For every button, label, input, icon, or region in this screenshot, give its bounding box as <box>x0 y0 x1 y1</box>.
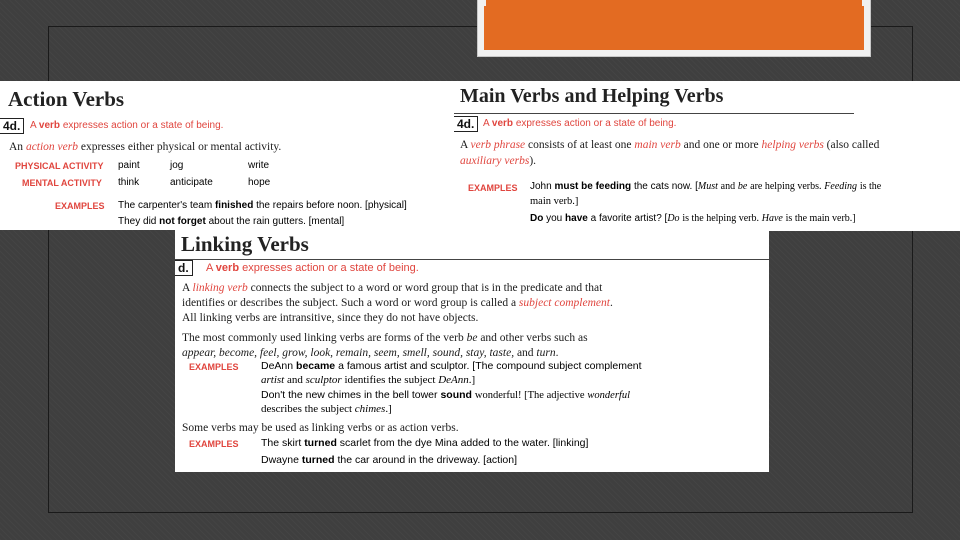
mental-label: MENTAL ACTIVITY <box>22 178 102 188</box>
rule-rest: expresses action or a state of being. <box>242 262 419 274</box>
rule-rest: expresses action or a state of being. <box>515 118 677 129</box>
mental-word-3: hope <box>248 177 271 188</box>
mental-word-2: anticipate <box>170 177 213 188</box>
main-examples-label: EXAMPLES <box>468 183 518 193</box>
def-text: A <box>460 139 468 151</box>
linking-example-3 <box>261 437 588 449</box>
p-text: and other verbs such as <box>480 332 588 344</box>
p-term: linking verb <box>192 282 248 294</box>
physical-label: PHYSICAL ACTIVITY <box>15 161 104 171</box>
ex-italic: Have <box>761 213 783 224</box>
ex-verb: must be feeding <box>554 181 632 192</box>
ex-text: identifies the subject <box>344 374 436 386</box>
linking-example-1-cont <box>261 374 475 386</box>
action-example-2 <box>118 216 344 227</box>
ex-italic: Must <box>697 181 718 192</box>
ex-verb: turned <box>301 454 335 466</box>
p-text: connects the subject to a word or word group that is in the predicate and that <box>250 282 603 294</box>
p-italic: appear, become, feel, grow, look, remain, seem, smell, sound, stay, taste, <box>182 347 515 359</box>
action-title: Action Verbs <box>8 87 125 111</box>
ex-verb: not forget <box>159 216 206 227</box>
def-term: auxiliary verbs <box>460 155 530 167</box>
main-rule <box>483 118 676 129</box>
ex-text: about the rain gutters. [mental] <box>208 216 345 227</box>
main-verbs-panel <box>454 81 960 231</box>
ex-text: The carpenter's team <box>118 200 213 211</box>
def-term: verb phrase <box>470 139 526 151</box>
p-text: . <box>609 297 613 309</box>
p-text: A <box>182 282 190 294</box>
def-text: consists of at least one <box>528 139 632 151</box>
title-divider <box>454 113 854 114</box>
ex-text: scarlet from the dye Mina added to the water. [linking] <box>339 437 589 449</box>
ex-text: John <box>530 181 552 192</box>
p-text: identifies or describes the subject. Such a word or word group is called a <box>182 297 517 309</box>
def-rest: expresses either physical or mental activity. <box>80 141 282 153</box>
action-example-1 <box>118 200 407 211</box>
ex-verb: finished <box>214 200 254 211</box>
linking-rule <box>206 262 419 274</box>
main-example-1 <box>530 181 881 192</box>
linking-example-1 <box>261 360 642 372</box>
ex-text: They did <box>118 216 157 227</box>
ex-italic: sculptor <box>305 374 342 386</box>
ex-text: describes the subject <box>261 403 353 415</box>
ex-text: .] <box>385 403 392 415</box>
linking-p2-line-1 <box>182 332 588 344</box>
ex-text: a favorite artist? [ <box>590 213 668 224</box>
rule-term: verb <box>38 120 61 131</box>
physical-word-3: write <box>248 160 270 171</box>
ex-italic: artist <box>261 374 285 386</box>
main-definition-line-1 <box>460 139 879 151</box>
ex-text: and <box>286 374 303 386</box>
p-text: The most commonly used linking verbs are forms of the verb <box>182 332 464 344</box>
p-text: and <box>516 347 534 359</box>
ex-verb: Do <box>530 213 544 224</box>
linking-p2-line-2 <box>182 347 558 359</box>
def-term: action verb <box>25 141 78 153</box>
title-divider <box>175 259 769 260</box>
ex-verb: sound <box>440 389 472 401</box>
ex-verb: turned <box>304 437 337 449</box>
ex-text: are helping verbs. <box>750 181 822 192</box>
physical-word-2: jog <box>170 160 184 171</box>
ex-text: the repairs before noon. [physical] <box>256 200 407 211</box>
action-rule <box>30 120 223 131</box>
ex-italic: DeAnn <box>438 374 469 386</box>
p-italic: turn <box>536 347 556 359</box>
rule-term: verb <box>491 118 514 129</box>
ex-verb: have <box>565 213 588 224</box>
ex-text: Dwayne <box>261 454 299 466</box>
linking-code: d. <box>175 260 193 276</box>
ex-italic: Do <box>667 213 680 224</box>
ex-text: the cats now. [ <box>633 181 698 192</box>
rule-term: verb <box>215 262 240 274</box>
main-code: 4d. <box>454 116 478 132</box>
action-verbs-panel <box>0 81 456 230</box>
action-examples-label: EXAMPLES <box>55 201 105 211</box>
main-definition-line-2 <box>460 155 536 167</box>
ex-italic: Feeding <box>824 181 858 192</box>
linking-p3: Some verbs may be used as linking verbs or as action verbs. <box>182 422 459 434</box>
orange-title-box <box>478 0 870 56</box>
ex-text: you <box>546 213 563 224</box>
linking-examples2-label: EXAMPLES <box>189 439 239 449</box>
ex-text: wonderful! [The adjective <box>474 390 585 401</box>
ex-text: The skirt <box>261 437 302 449</box>
main-example-1-cont: main verb.] <box>530 196 579 207</box>
def-text: and one or more <box>683 139 759 151</box>
def-prefix: An <box>9 141 24 153</box>
ex-italic: be <box>737 181 748 192</box>
main-title: Main Verbs and Helping Verbs <box>460 85 724 107</box>
ex-text: the car around in the driveway. [action] <box>337 454 518 466</box>
ex-text: .] <box>468 374 476 386</box>
rule-prefix: A <box>483 118 490 129</box>
ex-verb: became <box>296 360 336 372</box>
linking-p1-line-2 <box>182 297 613 309</box>
physical-word-1: paint <box>118 160 140 171</box>
ex-text: is the <box>859 181 882 192</box>
def-term: main verb <box>634 139 681 151</box>
ex-text: a famous artist and sculptor. [The compound subject complement <box>338 360 642 372</box>
p-italic: be <box>466 332 478 344</box>
linking-example-2 <box>261 389 630 401</box>
def-text: ). <box>529 155 537 167</box>
ex-italic: wonderful <box>587 390 630 401</box>
ex-text: and <box>720 181 736 192</box>
linking-verbs-panel <box>175 229 769 472</box>
linking-p1-line-1 <box>182 282 602 294</box>
main-example-2 <box>530 213 856 224</box>
linking-p1-line-3: All linking verbs are intransitive, since they do not have objects. <box>182 312 479 324</box>
p-term: subject complement <box>518 297 610 309</box>
action-code: 4d. <box>0 118 24 134</box>
def-text: (also called <box>826 139 880 151</box>
linking-example-4 <box>261 454 517 466</box>
ex-text: is the helping verb. <box>682 213 759 224</box>
linking-examples-label: EXAMPLES <box>189 362 239 372</box>
rule-prefix: A <box>30 120 37 131</box>
linking-title: Linking Verbs <box>181 232 309 256</box>
rule-prefix: A <box>206 262 213 274</box>
ex-text: is the main verb.] <box>785 213 856 224</box>
rule-rest: expresses action or a state of being. <box>62 120 224 131</box>
linking-example-2-cont <box>261 403 392 415</box>
def-term: helping verbs <box>761 139 824 151</box>
mental-word-1: think <box>118 177 140 188</box>
action-definition <box>9 141 281 153</box>
ex-text: Don't the new chimes in the bell tower <box>261 389 438 401</box>
ex-text: DeAnn <box>261 360 294 372</box>
p-text: . <box>555 347 559 359</box>
ex-italic: chimes <box>354 403 386 415</box>
